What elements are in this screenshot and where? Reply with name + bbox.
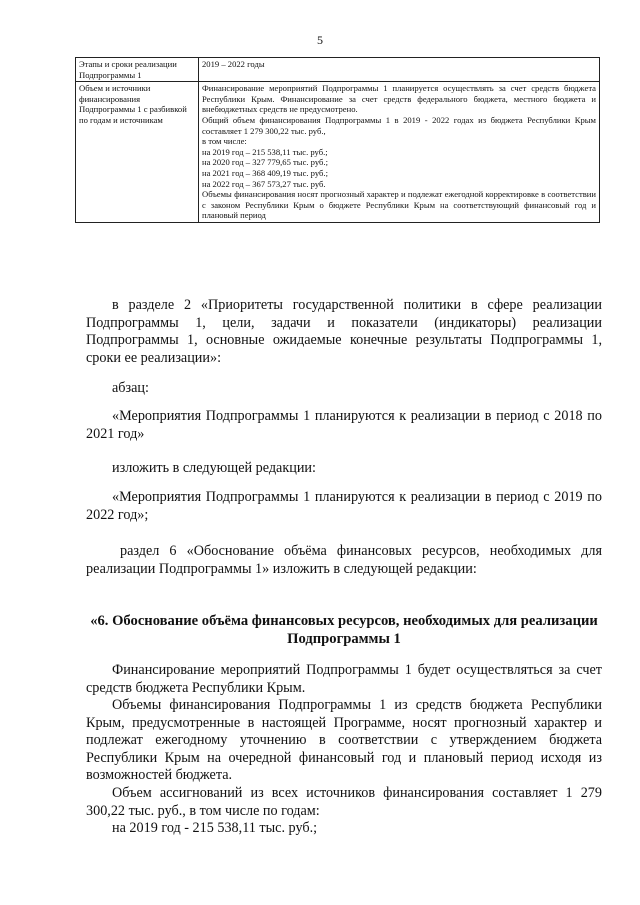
row-value (199, 82, 600, 223)
paragraph-financing: Финансирование мероприятий Подпрограммы 1 будет осуществляться за счет средств бюджета Республики Крым. (86, 662, 602, 696)
table-row (76, 82, 600, 223)
row-value (199, 58, 600, 82)
row-value-line: на 2021 год – 368 409,19 тыс. руб.; (202, 167, 328, 178)
section-heading: «6. Обоснование объёма финансовых ресурсов, необходимых для реализации Подпрограммы 1 (90, 613, 598, 647)
paragraph-section-2: в разделе 2 «Приоритеты государственной политики в сфере реализации Подпрограммы 1, цели, задачи и показатели (индикаторы) реализации Подпрограммы 1, основные ожидаемые конечные результаты Подпрограммы 1, сроки ее реализации»: (86, 297, 602, 366)
paragraph-new-text: «Мероприятия Подпрограммы 1 планируются к реализации в период с 2019 по 2022 год»; (86, 489, 602, 523)
paragraph-old-text: «Мероприятия Подпрограммы 1 планируются к реализации в период с 2018 по 2021 год» (86, 408, 602, 442)
row-value-line: Финансирование мероприятий Подпрограммы 1 планируется осуществлять за счет средств бюджета Республики Крым. Финансирование за счет средств федерального бюджета, местного бюджета и внебюджетных средств не предусмотрено. (202, 83, 596, 115)
paragraph-section-6: раздел 6 «Обоснование объёма финансовых ресурсов, необходимых для реализации Подпрограммы 1» изложить в следующей редакции: (86, 543, 602, 577)
row-label: Объем и источники финансирования Подпрограммы 1 с разбивкой по годам и источникам (76, 82, 199, 223)
paragraph-allocations: Объем ассигнований из всех источников финансирования составляет 1 279 300,22 тыс. руб., в том числе по годам: (86, 785, 602, 819)
paragraph-replace: изложить в следующей редакции: (112, 460, 316, 476)
row-value-line: 2019 – 2022 годы (202, 59, 265, 69)
row-value-line: Объемы финансирования носят прогнозный характер и подлежат ежегодной корректировке в соответствии с законом Республики Крым о бюджете Республики Крым на соответствующий финансовый год и плановый период (202, 189, 596, 221)
row-value-line: на 2019 год – 215 538,11 тыс. руб.; (202, 146, 328, 157)
page-number: 5 (317, 33, 323, 47)
paragraph-abzac: абзац: (112, 380, 149, 396)
row-value-line: на 2022 год – 367 573,27 тыс. руб. (202, 178, 326, 189)
row-value-line: Общий объем финансирования Подпрограммы 1 в 2019 - 2022 годах из бюджета Республики Крым составляет 1 279 300,22 тыс. руб., (202, 114, 596, 136)
row-label: Этапы и сроки реализации Подпрограммы 1 (76, 58, 199, 82)
row-value-line: в том числе: (202, 136, 247, 147)
table-row (76, 58, 600, 82)
paragraph-volumes: Объемы финансирования Подпрограммы 1 из средств бюджета Республики Крым, предусмотренные в настоящей Программе, носят прогнозный характер и подлежат ежегодному уточнению в соответствии с утверждением бюджета Республики Крым на очередной финансовый год и плановый период исходя из возможностей бюджета. (86, 697, 602, 783)
row-value-line: на 2020 год – 327 779,65 тыс. руб.; (202, 157, 328, 168)
paragraph-year-2019: на 2019 год - 215 538,11 тыс. руб.; (112, 820, 318, 836)
passport-table (75, 57, 600, 223)
